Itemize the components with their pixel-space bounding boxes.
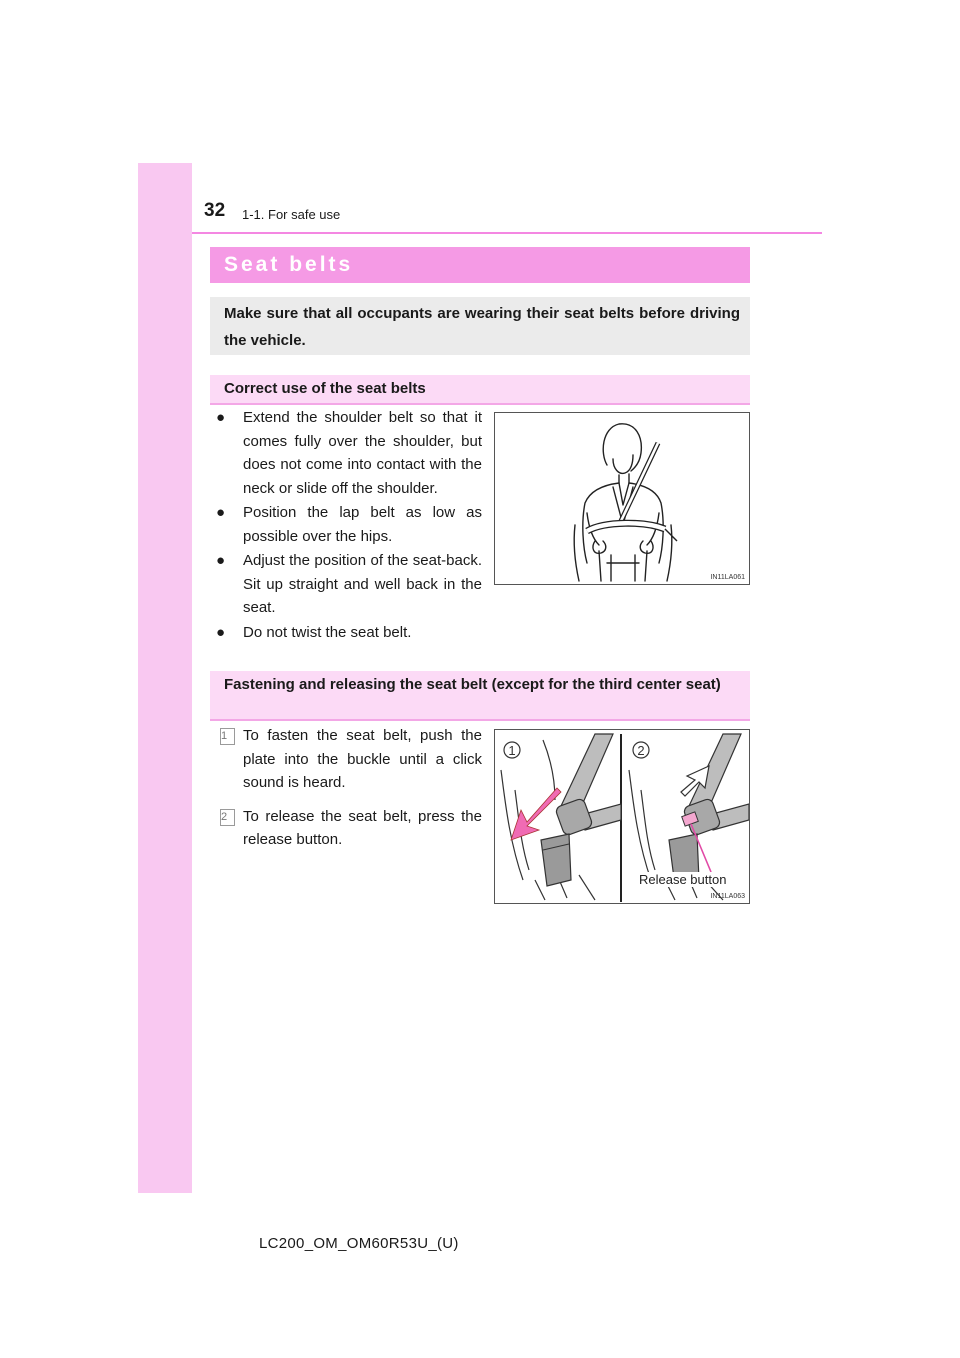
intro-note: Make sure that all occupants are wearing their seat belts before driving the vehicle.: [210, 297, 750, 355]
correct-use-list: [214, 405, 482, 644]
step-number-badge: 1: [220, 728, 235, 745]
section-heading-correct-use: Correct use of the seat belts: [210, 375, 750, 405]
buckle-illustration: [494, 729, 750, 904]
section-heading-fastening: Fastening and releasing the seat belt (except for the third center seat): [210, 671, 750, 721]
list-item: ● Adjust the position of the seat-back. Sit up straight and well back in the seat.: [214, 549, 482, 620]
bullet-icon: ●: [216, 552, 226, 569]
running-header: 1-1. For safe use: [242, 207, 341, 222]
figure-code: IN11LA061: [710, 574, 745, 581]
step-item: 2 To release the seat belt, press the release button.: [221, 807, 482, 848]
callout-number: 2: [637, 743, 645, 758]
side-index-tab: [138, 163, 192, 1193]
release-button-label: Release button: [639, 872, 727, 887]
list-item: ● Extend the shoulder belt so that it comes fully over the shoulder, but does not come into contact with the neck or slide off the shoulder.: [214, 406, 482, 500]
header-divider: [192, 232, 822, 234]
list-item: ● Position the lap belt as low as possible over the hips.: [214, 501, 482, 548]
bullet-icon: ●: [216, 409, 226, 426]
fastening-steps: [214, 724, 482, 862]
page-title: Seat belts: [210, 247, 750, 283]
figure-code: IN11LA063: [710, 893, 745, 900]
bullet-icon: ●: [216, 504, 226, 521]
callout-number: 1: [508, 743, 516, 758]
step-item: 1 To fasten the seat belt, push the plate into the buckle until a click sound is heard.: [221, 727, 482, 791]
step-number-badge: 2: [220, 809, 235, 826]
seated-occupant-illustration: [494, 412, 750, 585]
list-item: ● Do not twist the seat belt.: [214, 621, 482, 645]
footer-code: LC200_OM_OM60R53U_(U): [259, 1235, 459, 1252]
page-number: 32: [204, 200, 226, 221]
bullet-icon: ●: [216, 623, 226, 641]
seated-occupant-drawing: [495, 413, 749, 584]
